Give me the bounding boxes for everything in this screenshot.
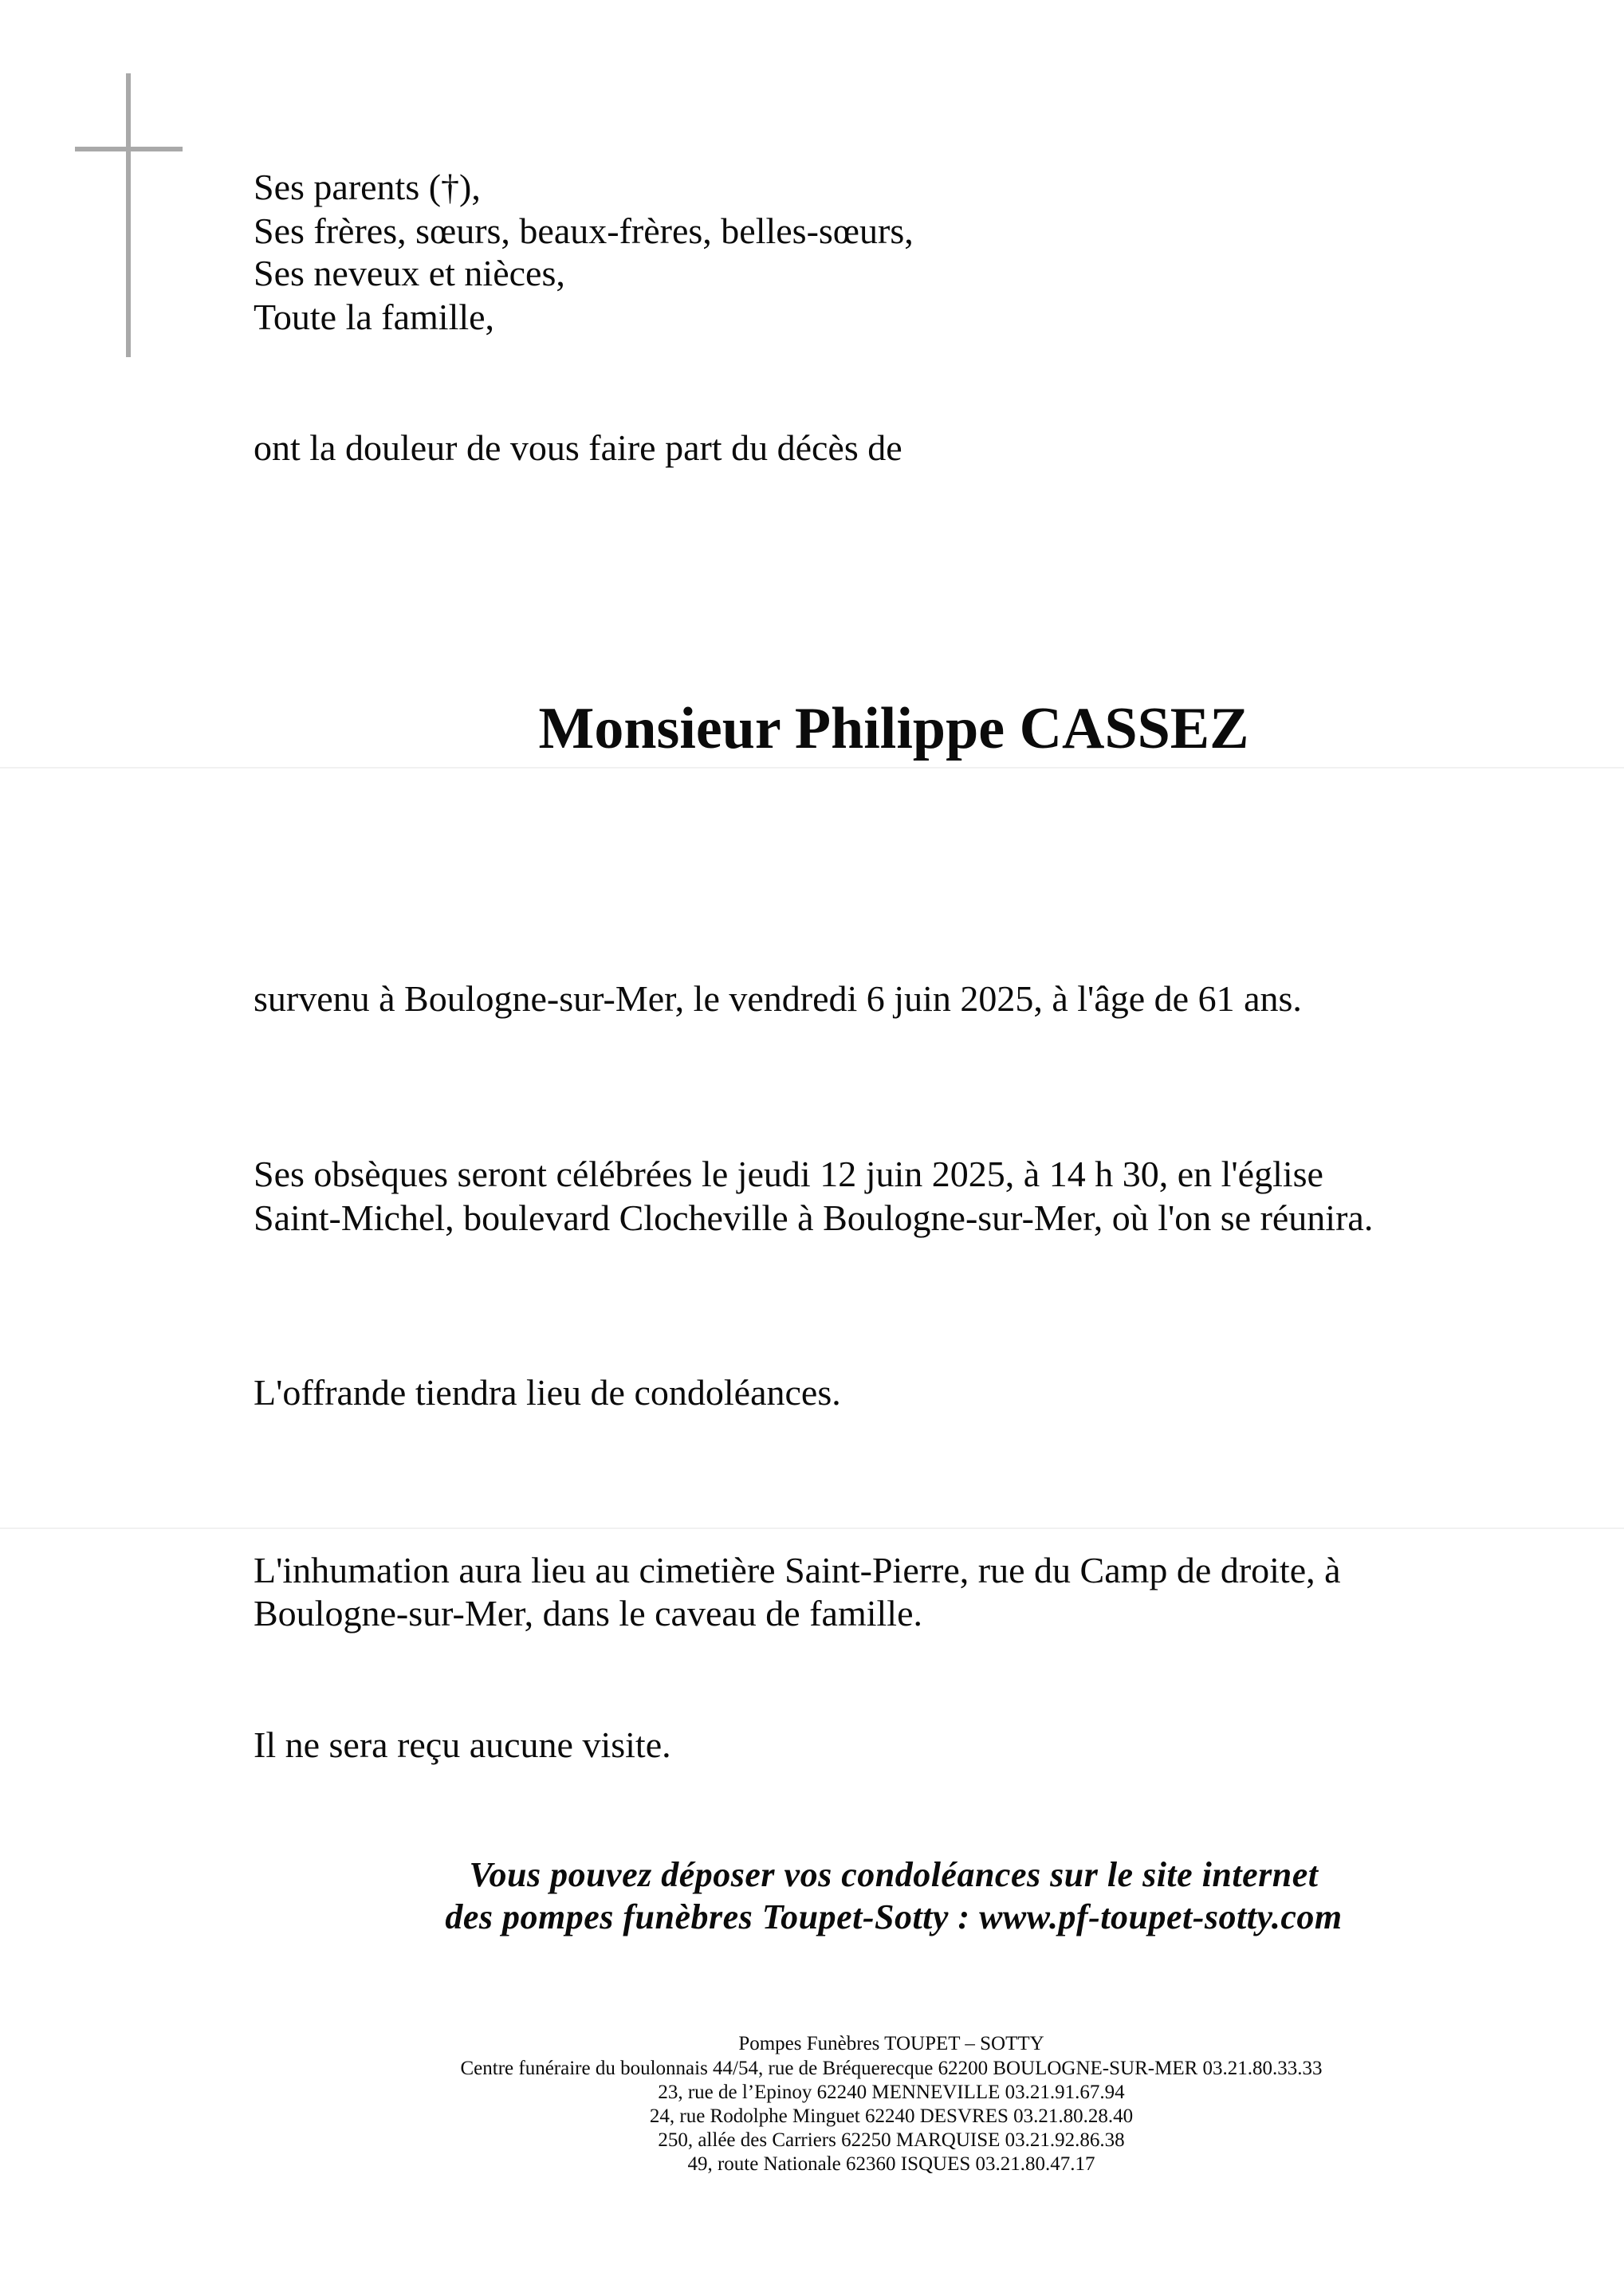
burial-line: Boulogne-sur-Mer, dans le caveau de famille. — [254, 1593, 922, 1634]
family-line: Ses parents (†), — [254, 167, 481, 207]
offering-text: L'offrande tiendra lieu de condoléances. — [254, 1372, 841, 1413]
footer-company: Pompes Funèbres TOUPET – SOTTY — [738, 2033, 1044, 2054]
family-line: Toute la famille, — [254, 297, 495, 337]
death-info: survenu à Boulogne-sur-Mer, le vendredi 6 juin 2025, à l'âge de 61 ans. — [254, 978, 1302, 1019]
footer-address: 24, rue Rodolphe Minguet 62240 DESVRES 03.21.80.28.40 — [649, 2105, 1134, 2127]
announcement-text: ont la douleur de vous faire part du décès de — [254, 427, 902, 468]
funeral-line: Ses obsèques seront célébrées le jeudi 12 juin 2025, à 14 h 30, en l'église — [254, 1154, 1323, 1194]
family-line: Ses neveux et nièces, — [254, 253, 565, 293]
condolences-line: des pompes funèbres Toupet-Sotty : www.pf-toupet-sotty.com — [445, 1897, 1343, 1936]
footer-address: Centre funéraire du boulonnais 44/54, rue de Bréquerecque 62200 BOULOGNE-SUR-MER 03.21.80.33.33 — [460, 2058, 1323, 2079]
condolences-line: Vous pouvez déposer vos condoléances sur le site internet — [469, 1855, 1319, 1894]
burial-line: L'inhumation aura lieu au cimetière Saint-Pierre, rue du Camp de droite, à — [254, 1550, 1341, 1590]
footer-address: 49, route Nationale 62360 ISQUES 03.21.80.47.17 — [687, 2153, 1095, 2175]
divider — [0, 767, 1624, 769]
divider — [0, 1527, 1624, 1529]
visits-text: Il ne sera reçu aucune visite. — [254, 1724, 671, 1765]
deceased-name: Monsieur Philippe CASSEZ — [538, 696, 1249, 761]
cross-vertical-bar — [126, 73, 131, 357]
cross-horizontal-bar — [75, 147, 183, 151]
footer-address: 250, allée des Carriers 62250 MARQUISE 03.21.92.86.38 — [658, 2129, 1125, 2151]
family-line: Ses frères, sœurs, beaux-frères, belles-sœurs, — [254, 210, 914, 251]
funeral-line: Saint-Michel, boulevard Clocheville à Boulogne-sur-Mer, où l'on se réunira. — [254, 1197, 1374, 1238]
footer-address: 23, rue de l’Epinoy 62240 MENNEVILLE 03.21.91.67.94 — [658, 2082, 1125, 2103]
